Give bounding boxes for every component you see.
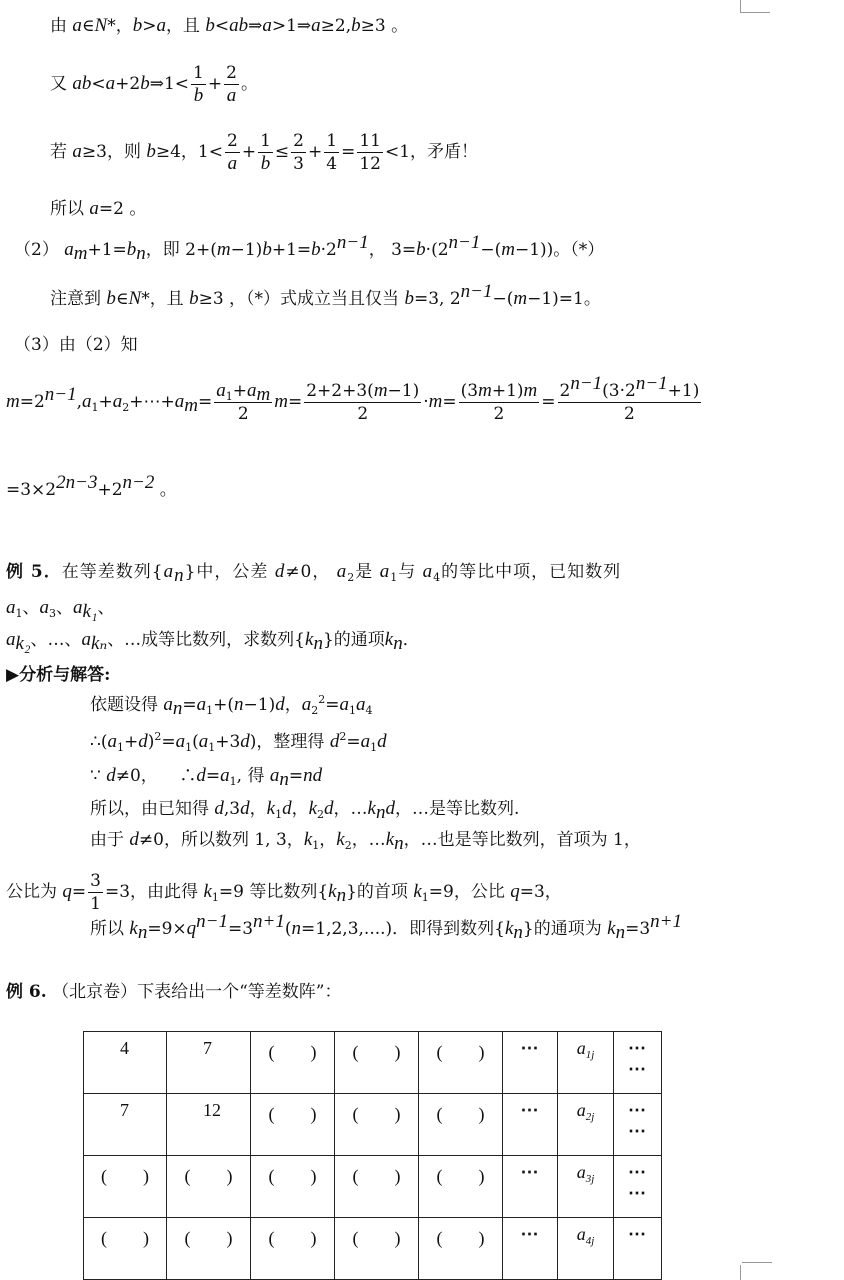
crop-mark-top-right-h <box>740 12 770 13</box>
solution-line-1: 依题设得 $a_n=a_1+(n-1)d$，$a_2^2=a_1a_4$ <box>90 693 373 719</box>
table-cell: ( ) <box>251 1156 335 1218</box>
table-row <box>84 1218 662 1280</box>
proof-line-5: （2） $a_m+1=b_n$，即 $2+(m-1)b+1=b\cdot 2^{n-1}$， $3=b\cdot(2^{n-1}-(m-1))$。（*） <box>14 232 605 264</box>
table-cell: ( ) <box>251 1032 335 1094</box>
table-cell: 4 <box>84 1032 167 1094</box>
solution-line-4: 所以，由已知得 d,3d，$k_1d$，$k_2d$，$\dots k_nd$，…是等比数列. <box>90 798 520 823</box>
proof-line-1: 由 a∈N*，b>a，且 b<ab⇒a>1⇒a≥2,b≥3 。 <box>50 15 409 36</box>
table-cell: ( ) <box>251 1094 335 1156</box>
table-cell: ( ) <box>419 1156 503 1218</box>
analysis-heading: ▶分析与解答: <box>6 665 111 685</box>
proof-line-2: 又 ab<a+2b⇒1< $\frac{1}{b}$ + $\frac{2}{a}$ 。 <box>50 63 258 106</box>
table-cell: ( ) <box>335 1218 419 1280</box>
proof-line-9: $=3\times 2^{2n-3}+2^{n-2}$ 。 <box>6 472 177 500</box>
table-cell: $a_{2j}$ <box>558 1094 614 1156</box>
crop-mark-top-right <box>740 0 741 12</box>
table-cell: 12 <box>167 1094 251 1156</box>
table-cell: ⋯ ⋯ <box>614 1094 662 1156</box>
table-cell: ( ) <box>167 1156 251 1218</box>
table-cell: $a_{4j}$ <box>558 1218 614 1280</box>
table-cell: ( ) <box>419 1218 503 1280</box>
example-5-line-2: $a_1$、$a_3$、$a_{k_1}$、 <box>6 597 115 622</box>
table-cell: $a_{1j}$ <box>558 1032 614 1094</box>
proof-line-8: $m=2^{n-1},a_1+a_2+\cdots+a_m=$ $\frac{a_1+a_m}{2}$ m= $\frac{2+2+3(m-1)}{2}$ ·m= $\frac{(3m+1)m}{2}$ = $\frac{2^{n-1}(3\cdot 2^{n-1}+1)}{2}$ <box>6 373 700 424</box>
example-5-line-3: $a_{k_2}$、…、$a_{k_n}$、…成等比数列，求数列$\{k_n\}$的通项$k_n$． <box>6 629 420 654</box>
table-cell: ⋯ ⋯ <box>614 1032 662 1094</box>
solution-line-5: 由于 d≠0，所以数列 1, 3，$k_1$，$k_2$，$\dots k_n$，…也是等比数列，首项为 1， <box>90 829 641 854</box>
table-cell: ( ) <box>84 1218 167 1280</box>
crop-mark-bottom-right <box>740 1265 741 1280</box>
table-row <box>84 1032 662 1094</box>
solution-line-2: $\therefore(a_1+d)^2=a_1(a_1+3d)$，整理得 $d^2=a_1d$ <box>90 730 387 754</box>
example-5-title: 例 5． <box>6 562 62 582</box>
crop-mark-bottom-right-h <box>742 1262 772 1263</box>
table-cell: $a_{3j}$ <box>558 1156 614 1218</box>
table-cell: ( ) <box>419 1094 503 1156</box>
table-cell: ( ) <box>335 1156 419 1218</box>
proof-line-3: 若 a≥3，则 b≥4，1< $\frac{2}{a}$ + $\frac{1}{b}$ ≤ $\frac{2}{3}$ + $\frac{1}{4}$ = $\frac{11}{12}$ <1，矛盾！ <box>50 131 479 174</box>
proof-line-7: （3）由（2）知 <box>14 335 138 355</box>
table-cell: ( ) <box>251 1218 335 1280</box>
table-cell: ( ) <box>335 1094 419 1156</box>
example-6-title: 例 6. <box>6 982 47 1002</box>
table-cell: ⋯ ⋯ <box>614 1156 662 1218</box>
table-cell: ( ) <box>167 1218 251 1280</box>
example-6-text: （北京卷）下表给出一个“等差数阵”： <box>52 982 342 1002</box>
table-cell: 7 <box>167 1032 251 1094</box>
example-5-line-1: 例 5．在等差数列$\{a_n\}$中，公差 d≠0， $a_2$是 $a_1$与 $a_4$的等比中项，已知数列 <box>6 561 622 586</box>
proof-line-4: 所以 a=2 。 <box>50 198 147 219</box>
arithmetic-array-table <box>83 1031 662 1280</box>
solution-line-3: ∵ d≠0， $\therefore d=a_1$, 得 $a_n=nd$ <box>90 765 323 790</box>
example-6-heading <box>6 980 341 1004</box>
proof-line-6: 注意到 b∈N*，且 b≥3 ，（*）式成立当且仅当 b=3, $2^{n-1}-(m-1)=1$。 <box>50 281 601 309</box>
table-cell: ⋯ <box>503 1094 558 1156</box>
table-cell: ⋯ <box>614 1218 662 1280</box>
table-row <box>84 1094 662 1156</box>
table-cell: ( ) <box>335 1032 419 1094</box>
table-cell: ( ) <box>84 1156 167 1218</box>
table-cell: 7 <box>84 1094 167 1156</box>
table-cell: ( ) <box>419 1032 503 1094</box>
solution-line-6: 公比为 q= $\frac{3}{1}$ =3，由此得 $k_1=9$ 等比数列$\{k_n\}$的首项 $k_1=9$，公比 q=3， <box>6 871 562 914</box>
solution-line-7: 所以 $k_n=9\times q^{n-1}=3^{n+1}(n=1,2,3,....)$．即得到数列$\{k_n\}$的通项为 $k_n=3^{n+1}$ <box>90 911 682 943</box>
table-cell: ⋯ <box>503 1218 558 1280</box>
table-cell: ⋯ <box>503 1156 558 1218</box>
table-row <box>84 1156 662 1218</box>
table-cell: ⋯ <box>503 1032 558 1094</box>
